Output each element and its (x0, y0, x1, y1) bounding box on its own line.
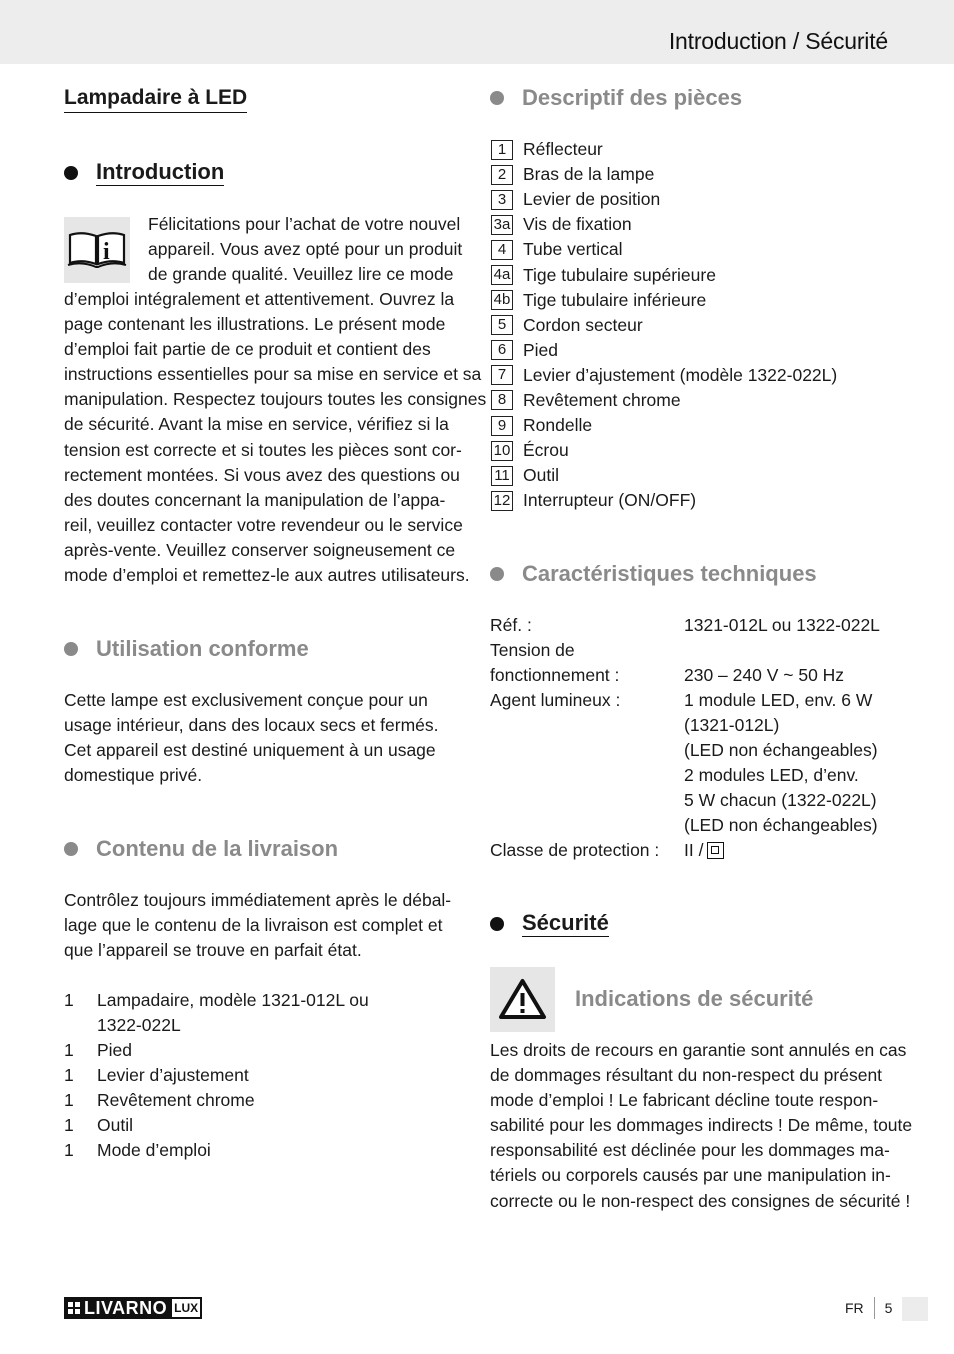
list-item: 11 Outil (491, 463, 837, 488)
bullet-icon (490, 91, 504, 105)
list-item: 3 Levier de position (491, 187, 837, 212)
securite-heading: Sécurité (490, 910, 609, 937)
list-item: 2 Bras de la lampe (491, 162, 837, 187)
intro-paragraph-top: Félicitations pour l’achat de votre nouvel appareil. Vous avez opté pour un produit de grande qualité. Veuillez lire ce mode (148, 214, 463, 285)
page-info (845, 1297, 892, 1319)
list-item: 1322-022L (97, 1015, 181, 1035)
list-item: 9 Rondelle (491, 413, 837, 438)
info-book-icon (64, 217, 130, 283)
intro-paragraph: d’emploi intégralement et attentivement. Ouvrez la page contenant les illustrations. Le présent mode d’emploi fait partie de ce produit et contient des instructions essentielles pour sa mise en service et sa manipulation. Respectez toujours toutes les consignes de sécurité. Avant la mise en service, vérifiez si la tension est correcte et si toutes les pièces sont cor- rectement montées. Si vous avez des questions ou des doutes concernant la manipulation de l’appa- reil, veuillez contacter votre revendeur ou le service après-vente. Veuillez conserver soigneusement ce mode d’emploi et remettez-le aux autres utilisateurs. (64, 289, 487, 586)
caracteristiques-heading: Caractéristiques techniques (490, 560, 817, 588)
list-item: 1 Réflecteur (491, 137, 837, 162)
parts-list (491, 137, 837, 513)
contenu-list (64, 988, 369, 1163)
indications-heading: Indications de sécurité (575, 986, 814, 1011)
list-item: 4b Tige tubulaire inférieure (491, 288, 837, 313)
utilisation-paragraph: Cette lampe est exclusivement conçue pour un usage intérieur, dans des locaux secs et fermés. Cet appareil est destiné uniquement à un usage domestique privé. (64, 690, 439, 786)
svg-text:i: i (103, 239, 110, 265)
descriptif-heading: Descriptif des pièces (490, 84, 742, 112)
page-tab (902, 1297, 928, 1321)
list-item: 1 Revêtement chrome (64, 1090, 255, 1110)
contenu-paragraph: Contrôlez toujours immédiatement après le débal- lage que le contenu de la livraison est complet et que l’appareil se trouve en parfait état. (64, 890, 452, 961)
contenu-heading: Contenu de la livraison (64, 835, 338, 863)
list-item: 6 Pied (491, 338, 837, 363)
page-header (0, 0, 954, 64)
language-code: FR (845, 1300, 864, 1316)
bullet-icon (64, 842, 78, 856)
bullet-icon (64, 166, 78, 180)
list-item: 1 Levier d’ajustement (64, 1065, 249, 1085)
protection-class-icon (707, 842, 724, 859)
list-item: 7 Levier d’ajustement (modèle 1322-022L) (491, 363, 837, 388)
list-item: 1 Lampadaire, modèle 1321-012L ou (64, 990, 369, 1010)
header-title: Introduction / Sécurité (668, 28, 888, 54)
main-title: Lampadaire à LED (64, 85, 247, 113)
list-item: 8 Revêtement chrome (491, 388, 837, 413)
page-number: 5 (884, 1300, 893, 1316)
bullet-icon (490, 567, 504, 581)
list-item: 4a Tige tubulaire supérieure (491, 262, 837, 287)
list-item: 5 Cordon secteur (491, 313, 837, 338)
logo-mark-icon (68, 1302, 80, 1314)
introduction-heading: Introduction (64, 159, 224, 186)
brand-logo: LIVARNO LUX (64, 1297, 202, 1319)
list-item: 3a Vis de fixation (491, 212, 837, 237)
list-item: 4 Tube vertical (491, 237, 837, 262)
bullet-icon (490, 917, 504, 931)
warning-icon (490, 967, 555, 1032)
list-item: 1 Pied (64, 1040, 133, 1060)
list-item: 1 Mode d’emploi (64, 1140, 211, 1160)
list-item: 10 Écrou (491, 438, 837, 463)
securite-paragraph: Les droits de recours en garantie sont annulés en cas de dommages résultant du non-respect du présent mode d’emploi ! Le fabricant décline toute respon- sabilité pour les dommages indirects ! De même, toute responsabilité est déclinée pour les dommages ma- tériels ou corporels causés par une manipulation in- correcte ou le non-respect des consignes de sécurité ! (490, 1040, 913, 1211)
list-item: 12 Interrupteur (ON/OFF) (491, 488, 837, 513)
list-item: 1 Outil (64, 1115, 133, 1135)
utilisation-heading: Utilisation conforme (64, 635, 309, 663)
bullet-icon (64, 642, 78, 656)
